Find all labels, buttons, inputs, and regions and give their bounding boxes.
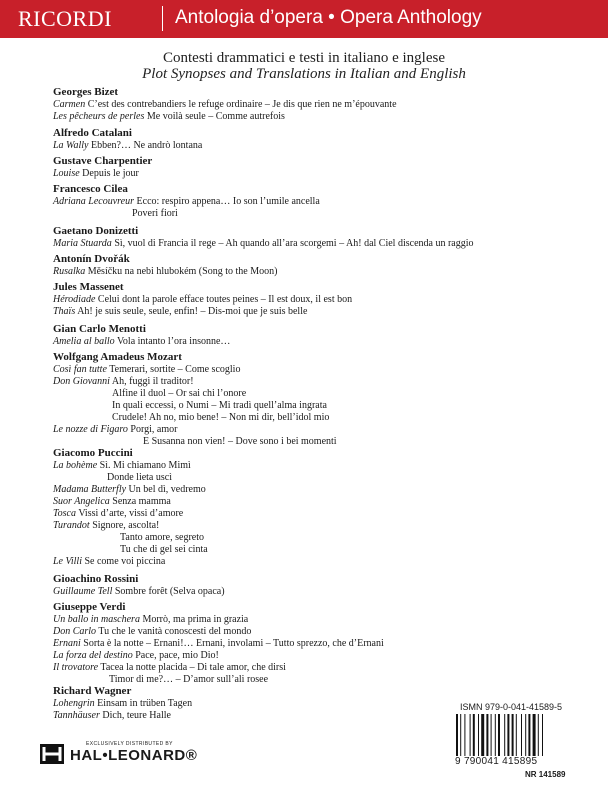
aria-entry: [53, 496, 171, 508]
aria-entry: [120, 532, 204, 544]
barcode-bar: [478, 714, 479, 756]
opera-title: La forza del destino: [53, 650, 133, 661]
aria-entry: [53, 484, 206, 496]
opera-title: La bohème: [53, 460, 98, 471]
aria-title: Donde lieta uscì: [107, 472, 172, 483]
barcode-bar: [491, 714, 492, 756]
composer-name: Giuseppe Verdi: [53, 601, 126, 613]
opera-title: Suor Angelica: [53, 496, 110, 507]
opera-title: Guillaume Tell: [53, 586, 113, 597]
barcode-bar: [498, 714, 500, 756]
composer-name: Gioachino Rossini: [53, 573, 139, 585]
aria-title: Sorta è la notte – Ernani!… Ernani, involami – Tutto sprezzo, che d’Ernani: [83, 638, 384, 649]
composer-name: Gian Carlo Menotti: [53, 323, 146, 335]
aria-entry: [53, 196, 320, 208]
barcode-bar: [507, 714, 509, 756]
aria-title: Einsam in trüben Tagen: [97, 698, 193, 709]
opera-title: Thaïs: [53, 306, 76, 317]
barcode-bar: [460, 714, 461, 756]
composer-name: Francesco Cilea: [53, 183, 128, 195]
aria-title: Se come voi piccina: [84, 556, 166, 567]
barcode-bar: [533, 714, 536, 756]
composer-name: Georges Bizet: [53, 86, 119, 98]
barcode-number: 9 790041 415895: [455, 756, 538, 767]
aria-entry: [120, 544, 208, 556]
catalog-number: NR 141589: [525, 770, 566, 779]
ricordi-logo: RICORDI: [18, 6, 112, 31]
aria-entry: [53, 111, 285, 123]
header-divider: [162, 6, 163, 31]
aria-title: Senza mamma: [112, 496, 171, 507]
aria-title: C’est des contrebandiers le refuge ordinaire – Je dis que rien ne m’épouvante: [87, 99, 397, 110]
opera-title: Il trovatore: [53, 662, 99, 673]
aria-entry: [53, 710, 171, 722]
opera-title: Carmen: [53, 99, 86, 110]
aria-entry: [53, 508, 183, 520]
opera-title: Ernani: [53, 638, 81, 649]
aria-entry: [143, 436, 337, 448]
aria-entry: [53, 424, 177, 436]
aria-title: Pace, pace, mio Dio!: [135, 650, 219, 661]
opera-title: Don Giovanni: [53, 376, 110, 387]
barcode-bar: [542, 714, 543, 756]
aria-entry: [53, 306, 307, 318]
aria-title: Sì, vuol di Francia il rege – Ah quando all’ara scorgemi – Ah! dal Ciel discenda un raggio: [114, 238, 474, 249]
composer-name: Giacomo Puccini: [53, 447, 133, 459]
header-bar: [0, 0, 608, 38]
aria-title: Celui dont la parole efface toutes peines – Il est doux, il est bon: [97, 294, 353, 305]
aria-title: Morrò, ma prima in grazia: [142, 614, 249, 625]
ismn-number: ISMN 979-0-041-41589-5: [460, 702, 563, 712]
aria-entry: [53, 586, 225, 598]
aria-title: Temerari, sortite – Come scoglio: [109, 364, 241, 375]
barcode-bar: [473, 714, 475, 756]
aria-title: Ecco: respiro appena… Io son l’umile ancella: [136, 196, 320, 207]
hal-leonard-emblem-icon: [40, 744, 64, 764]
aria-entry: [53, 460, 191, 472]
hal-leonard-logo: HAL•LEONARD®: [70, 747, 198, 764]
aria-entry: [53, 168, 139, 180]
aria-title: In quali eccessi, o Numi – Mi tradì quell’alma ingrata: [112, 400, 327, 411]
opera-title: Così fan tutte: [53, 364, 107, 375]
aria-title: Sombre forêt (Selva opaca): [114, 586, 225, 597]
aria-title: Timor di me?… – D’amor sull’ali rosee: [109, 674, 269, 685]
aria-title: Tu che di gel sei cinta: [120, 544, 208, 555]
aria-entry: [53, 99, 397, 111]
composer-name: Richard Wagner: [53, 685, 132, 697]
opera-title: Les pêcheurs de perles: [53, 111, 145, 122]
opera-title: Le Villi: [53, 556, 82, 567]
aria-entry: [53, 336, 230, 348]
opera-title: Louise: [53, 168, 80, 179]
aria-title: Vola intanto l’ora insonne…: [117, 336, 231, 347]
opera-title: Hérodiade: [53, 294, 96, 305]
barcode-bar: [470, 714, 471, 756]
aria-entry: [53, 140, 202, 152]
aria-title: Me voilà seule – Comme autrefois: [146, 111, 285, 122]
aria-entry: [112, 412, 329, 424]
aria-title: E Susanna non vien! – Dove sono i bei momenti: [143, 436, 337, 447]
aria-entry: [53, 238, 474, 250]
aria-title: Vissi d’arte, vissi d’amore: [78, 508, 184, 519]
contents-title: Contesti drammatici e testi in italiano e inglese: [162, 50, 445, 66]
aria-title: Signore, ascolta!: [92, 520, 160, 531]
aria-entry: [53, 520, 159, 532]
aria-title: Ah, fuggi il traditor!: [111, 376, 194, 387]
opera-title: Un ballo in maschera: [53, 614, 140, 625]
opera-title: La Wally: [53, 140, 89, 151]
aria-title: Poveri fiori: [132, 208, 178, 219]
composer-name: Alfredo Catalani: [53, 127, 132, 139]
barcode-bar: [516, 714, 517, 756]
barcode-bar: [538, 714, 539, 756]
opera-title: Madama Butterfly: [53, 484, 127, 495]
opera-title: Adriana Lecouvreur: [53, 196, 135, 207]
aria-entry: [112, 388, 246, 400]
aria-entry: [107, 472, 172, 484]
opera-title: Rusalka: [53, 266, 86, 277]
aria-entry: [53, 556, 165, 568]
opera-title: Tosca: [53, 508, 76, 519]
aria-entry: [132, 208, 178, 220]
aria-entry: [53, 376, 194, 388]
opera-title: Tannhäuser: [53, 710, 100, 721]
barcode-bar: [481, 714, 484, 756]
barcode-bar: [464, 714, 465, 756]
opera-title: Amelia al ballo: [53, 336, 115, 347]
composer-name: Antonín Dvořák: [53, 253, 130, 265]
barcode-bar: [528, 714, 530, 756]
aria-title: Crudele! Ah no, mio bene! – Non mi dir, bell’idol mio: [112, 412, 330, 423]
opera-title: Lohengrin: [53, 698, 95, 709]
aria-title: Sì. Mi chiamano Mimì: [99, 460, 191, 471]
aria-title: Tanto amore, segreto: [120, 532, 204, 543]
barcode-bar: [486, 714, 488, 756]
aria-entry: [53, 650, 219, 662]
opera-title: Turandot: [53, 520, 90, 531]
aria-entry: [53, 364, 240, 376]
aria-entry: [53, 638, 384, 650]
aria-title: Porgi, amor: [130, 424, 178, 435]
composer-name: Jules Massenet: [53, 281, 124, 293]
aria-title: Dich, teure Halle: [102, 710, 171, 721]
composer-name: Gustave Charpentier: [53, 155, 153, 167]
aria-title: Tacea la notte placida – Di tale amor, che dirsi: [100, 662, 286, 673]
opera-title: Le nozze di Figaro: [53, 424, 128, 435]
aria-entry: [53, 266, 277, 278]
aria-title: Depuis le jour: [82, 168, 139, 179]
aria-entry: [53, 614, 248, 626]
composer-name: Wolfgang Amadeus Mozart: [53, 351, 182, 363]
aria-title: Un bel dì, vedremo: [128, 484, 206, 495]
aria-title: Ah! je suis seule, seule, enfin! – Dis-moi que je suis belle: [77, 306, 308, 317]
barcode-bar: [512, 714, 514, 756]
aria-entry: [53, 294, 352, 306]
opera-title: Maria Stuarda: [53, 238, 112, 249]
aria-title: Ebben?… Ne andrò lontana: [90, 140, 203, 151]
contents-subtitle: Plot Synopses and Translations in Italian and English: [142, 66, 466, 82]
aria-entry: [53, 662, 286, 674]
aria-entry: [53, 626, 251, 638]
barcode-bar: [504, 714, 505, 756]
distributor-tagline: EXCLUSIVELY DISTRIBUTED BY: [86, 741, 173, 747]
aria-entry: [53, 698, 192, 710]
aria-entry: [112, 400, 327, 412]
aria-entry: [109, 674, 268, 686]
aria-title: Tu che le vanità conoscesti del mondo: [98, 626, 252, 637]
barcode-bar: [525, 714, 526, 756]
aria-title: Měsíčku na nebi hlubokém (Song to the Moon): [87, 266, 278, 277]
barcode-bar: [456, 714, 458, 756]
series-title: Antologia d’opera • Opera Anthology: [175, 7, 482, 28]
barcode-bar: [495, 714, 496, 756]
aria-title: Alfine il duol – Or sai chi l’onore: [112, 388, 247, 399]
barcode-bar: [521, 714, 522, 756]
opera-title: Don Carlo: [53, 626, 97, 637]
composer-name: Gaetano Donizetti: [53, 225, 139, 237]
